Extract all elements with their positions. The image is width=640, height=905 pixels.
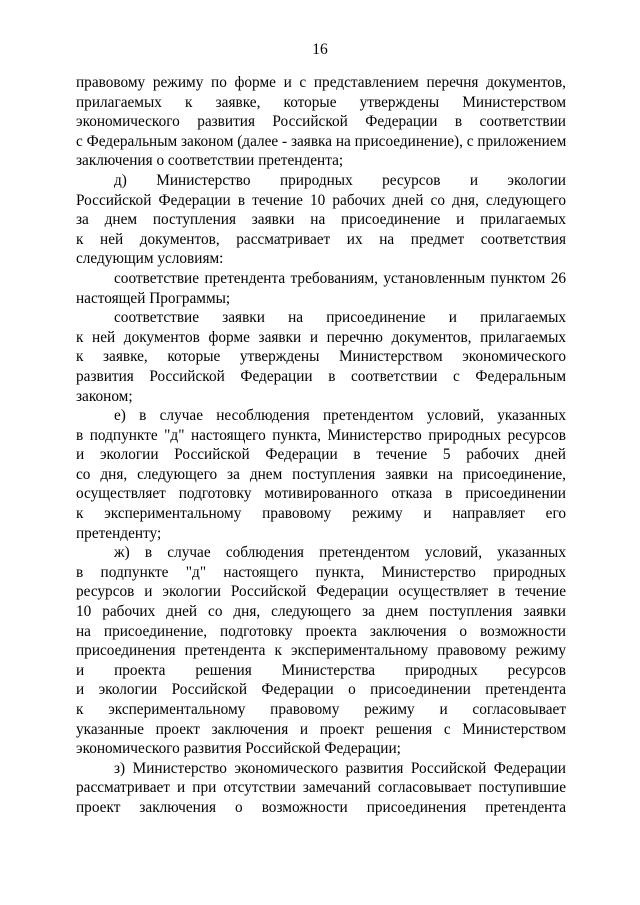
text-line: правовому режиму по форме и с представлением перечня документов,	[76, 74, 566, 91]
text-line: соответствие претендента требованиям, установленным пунктом 26	[114, 269, 566, 287]
text-line: 10 рабочих дней со дня, следующего за днем поступления заявки	[76, 603, 566, 621]
text-line: з) Министерство экономического развития Российской Федерации	[114, 759, 566, 777]
text-line: со дня, следующего за днем поступления заявки на присоединение,	[76, 465, 566, 483]
text-line: и экологии Российской Федерации о присоединении претендента	[76, 681, 566, 699]
text-line: присоединения претендента к экспериментальному правовому режиму	[76, 642, 566, 660]
text-line: к заявке, которые утверждены Министерством экономического	[76, 348, 566, 366]
text-line: к ней документов форме заявки и перечню документов, прилагаемых	[76, 328, 566, 346]
text-line: в подпункте "д" настоящего пункта, Министерство природных	[76, 563, 566, 581]
text-line: рассматривает и при отсутствии замечаний согласовывает поступившие	[76, 779, 566, 797]
text-line: соответствие заявки на присоединение и прилагаемых	[114, 309, 566, 327]
text-line: указанные проект заключения и проект решения с Министерством	[76, 720, 566, 738]
text-line: законом;	[76, 387, 133, 405]
text-line: экономического развития Российской Федерации;	[76, 740, 401, 758]
text-line: ресурсов и экологии Российской Федерации осуществляет в течение	[76, 583, 566, 601]
text-line: на присоединение, подготовку проекта заключения о возможности	[76, 622, 566, 640]
text-line: Российской Федерации в течение 10 рабочих дней со дня, следующего	[76, 191, 566, 209]
text-line: е) в случае несоблюдения претендентом условий, указанных	[114, 407, 566, 425]
paragraph-item-zh	[76, 543, 566, 759]
text-line: д) Министерство природных ресурсов и экологии	[114, 171, 566, 189]
text-line: ж) в случае соблюдения претендентом условий, указанных	[114, 544, 566, 562]
text-line: настоящей Программы;	[76, 289, 231, 307]
paragraph-item-d	[76, 171, 566, 269]
text-line: проект заключения о возможности присоединения претендента	[76, 798, 566, 816]
paragraph-item-e	[76, 406, 566, 543]
text-line: претенденту;	[76, 524, 162, 542]
document-body	[76, 73, 566, 818]
text-line: следующим условиям:	[76, 250, 224, 268]
page-number: 16	[312, 41, 328, 58]
text-line: экономического развития Российской Федерации в соответствии	[76, 113, 566, 131]
paragraph-item-z	[76, 759, 566, 818]
text-line: в подпункте "д" настоящего пункта, Министерство природных ресурсов	[76, 426, 566, 444]
paragraph-condition-2	[76, 308, 566, 406]
text-line: к экспериментальному правовому режиму и направляет его	[76, 505, 566, 523]
text-line: к ней документов, рассматривает их на предмет соответствия	[76, 230, 566, 248]
paragraph-condition-1	[76, 269, 566, 308]
text-line: за днем поступления заявки на присоединение и прилагаемых	[76, 211, 566, 229]
paragraph-intro-continuation	[76, 73, 566, 171]
text-line: заключения о соответствии претендента;	[76, 152, 344, 170]
text-line: и проекта решения Министерства природных ресурсов	[76, 661, 566, 679]
text-line: к экспериментальному правовому режиму и согласовывает	[76, 701, 566, 718]
text-line: с Федеральным законом (далее - заявка на присоединение), с приложением	[76, 132, 567, 150]
text-line: развития Российской Федерации в соответствии с Федеральным	[76, 367, 566, 385]
text-line: осуществляет подготовку мотивированного отказа в присоединении	[76, 485, 566, 503]
text-line: прилагаемых к заявке, которые утверждены Министерством	[76, 93, 566, 111]
text-line: и экологии Российской Федерации в течение 5 рабочих дней	[76, 446, 566, 464]
